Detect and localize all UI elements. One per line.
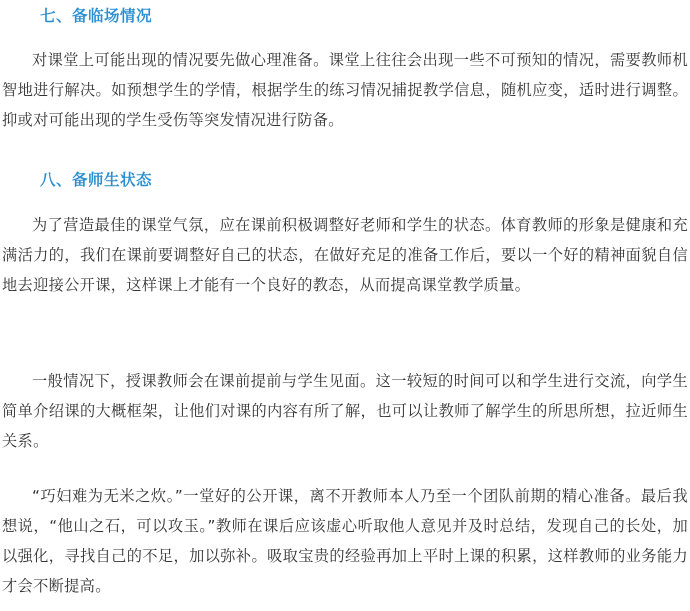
paragraph-teacher-student-state: 为了营造最佳的课堂气氛，应在课前积极调整好老师和学生的状态。体育教师的形象是健康和充满活力的，我们在课前要调整好自己的状态，在做好充足的准备工作后，要以一个好的精神面貌自信地去迎接公开课，这样课上才能有一个良好的教态，从而提高课堂教学质量。 — [2, 216, 688, 294]
paragraph-classroom-situations: 对课堂上可能出现的情况要先做心理准备。课堂上往往会出现一些不可预知的情况，需要教师机智地进行解决。如预想学生的学情，根据学生的练习情况捕捉教学信息，随机应变，适时进行调整。抑或对可能出现的学生受伤等突发情况进行防备。 — [2, 51, 688, 129]
paragraph-meeting-students: 一般情况下，授课教师会在课前提前与学生见面。这一较短的时间可以和学生进行交流，向学生简单介绍课的大概框架，让他们对课的内容有所了解，也可以让教师了解学生的所思所想，拉近师生关系。 — [2, 372, 688, 450]
section-heading-7: 七、备临场情况 — [40, 7, 153, 25]
paragraph-conclusion: “巧妇难为无米之炊。”一堂好的公开课，离不开教师本人乃至一个团队前期的精心准备。最后我想说，“他山之石，可以攻玉。”教师在课后应该虚心听取他人意见并及时总结，发现自己的长处，加以强化，寻找自己的不足，加以弥补。吸取宝贵的经验再加上平时上课的积累，这样教师的业务能力才会不断提高。 — [2, 487, 688, 595]
section-heading-8: 八、备师生状态 — [40, 171, 153, 189]
